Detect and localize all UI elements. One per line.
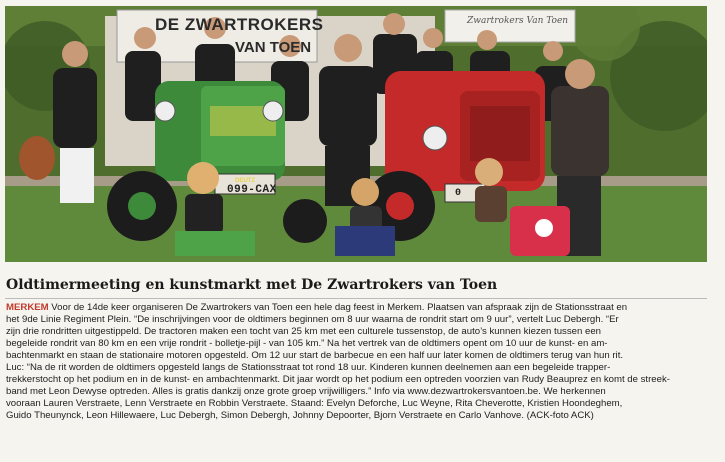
flag-label: Zwartrokers Van Toen [467, 16, 569, 26]
body-line: Luc: “Na de rit worden de oldtimers opgesteld langs de Stationsstraat tot rond 18 uur. Kinderen kunnen deelnemen aan een begeleide trapper- [6, 362, 611, 374]
body-line: vooraan Lauren Verstraete, Lenn Verstraete en Robbin Verstraete. Staand: Evelyn Deforche, Luc Weyne, Rita Cheverotte, Kristien Hoondeghem, [6, 398, 623, 410]
dateline-kicker: MERKEM [6, 302, 49, 313]
article-photo [5, 6, 707, 262]
body-line: zijn drie rondritten uitgestippeld. De tractoren maken een tocht van 25 km met een culturele tussenstop, de auto’s kunnen kiezen tussen een [6, 326, 601, 338]
body-line: begeleide rondrit van 80 km en een vrije rondrit - bolletje-pijl - van 105 km.” Na het vertrek van de oldtimers opent om 10 uur de kunst- en am- [6, 338, 608, 350]
divider [5, 298, 707, 299]
article-body [6, 302, 708, 422]
body-line: band met Leon Dewyse optreden. Alles is gratis dankzij onze grote groep vrijwilligers.” Info via www.dezwartrokersvantoen.be. We herkennen [6, 386, 606, 398]
article-headline: Oldtimermeeting en kunstmarkt met De Zwartrokers van Toen [6, 277, 498, 293]
banner-line-1: DE ZWARTROKERS [155, 15, 324, 34]
body-line: Guido Theunynck, Leon Hillewaere, Luc Debergh, Simon Debergh, Johnny Depoorter, Bjorn Verstraete en Carlo Vanhove. (ACK-foto ACK) [6, 410, 594, 422]
flower-pot [19, 136, 55, 180]
body-line: bachtenmarkt en staan de stationaire motoren opgesteld. Om 12 uur start de barbecue en een half uur later komen de oldtimers terug van hun rit. [6, 350, 624, 362]
body-line: MERKEM Voor de 14de keer organiseren De Zwartrokers van Toen een hele dag feest in Merkem. Plaatsen van afspraak zijn de Stationsstraat en [6, 302, 628, 313]
license-plate-green: 099-CAX [227, 184, 277, 196]
photo-illustration [5, 6, 707, 262]
tractor-brand: DEUTZ [235, 178, 255, 184]
club-flag [445, 10, 575, 42]
body-line: trekkerstocht op het podium en in de kunst- en ambachtenmarkt. Dit jaar wordt op het podium een optreden voorzien van Rudy Beauprez en komt de streek- [6, 374, 670, 386]
banner-line-2: VAN TOEN [235, 39, 312, 56]
body-line: het 9de Linie Regiment Plein. “De inschrijvingen voor de oldtimers beginnen om 8 uur waarna de rondrit start om 9 uur”, vertelt Luc Debergh. “Er [6, 314, 619, 326]
license-plate-red: 0 [455, 188, 462, 199]
